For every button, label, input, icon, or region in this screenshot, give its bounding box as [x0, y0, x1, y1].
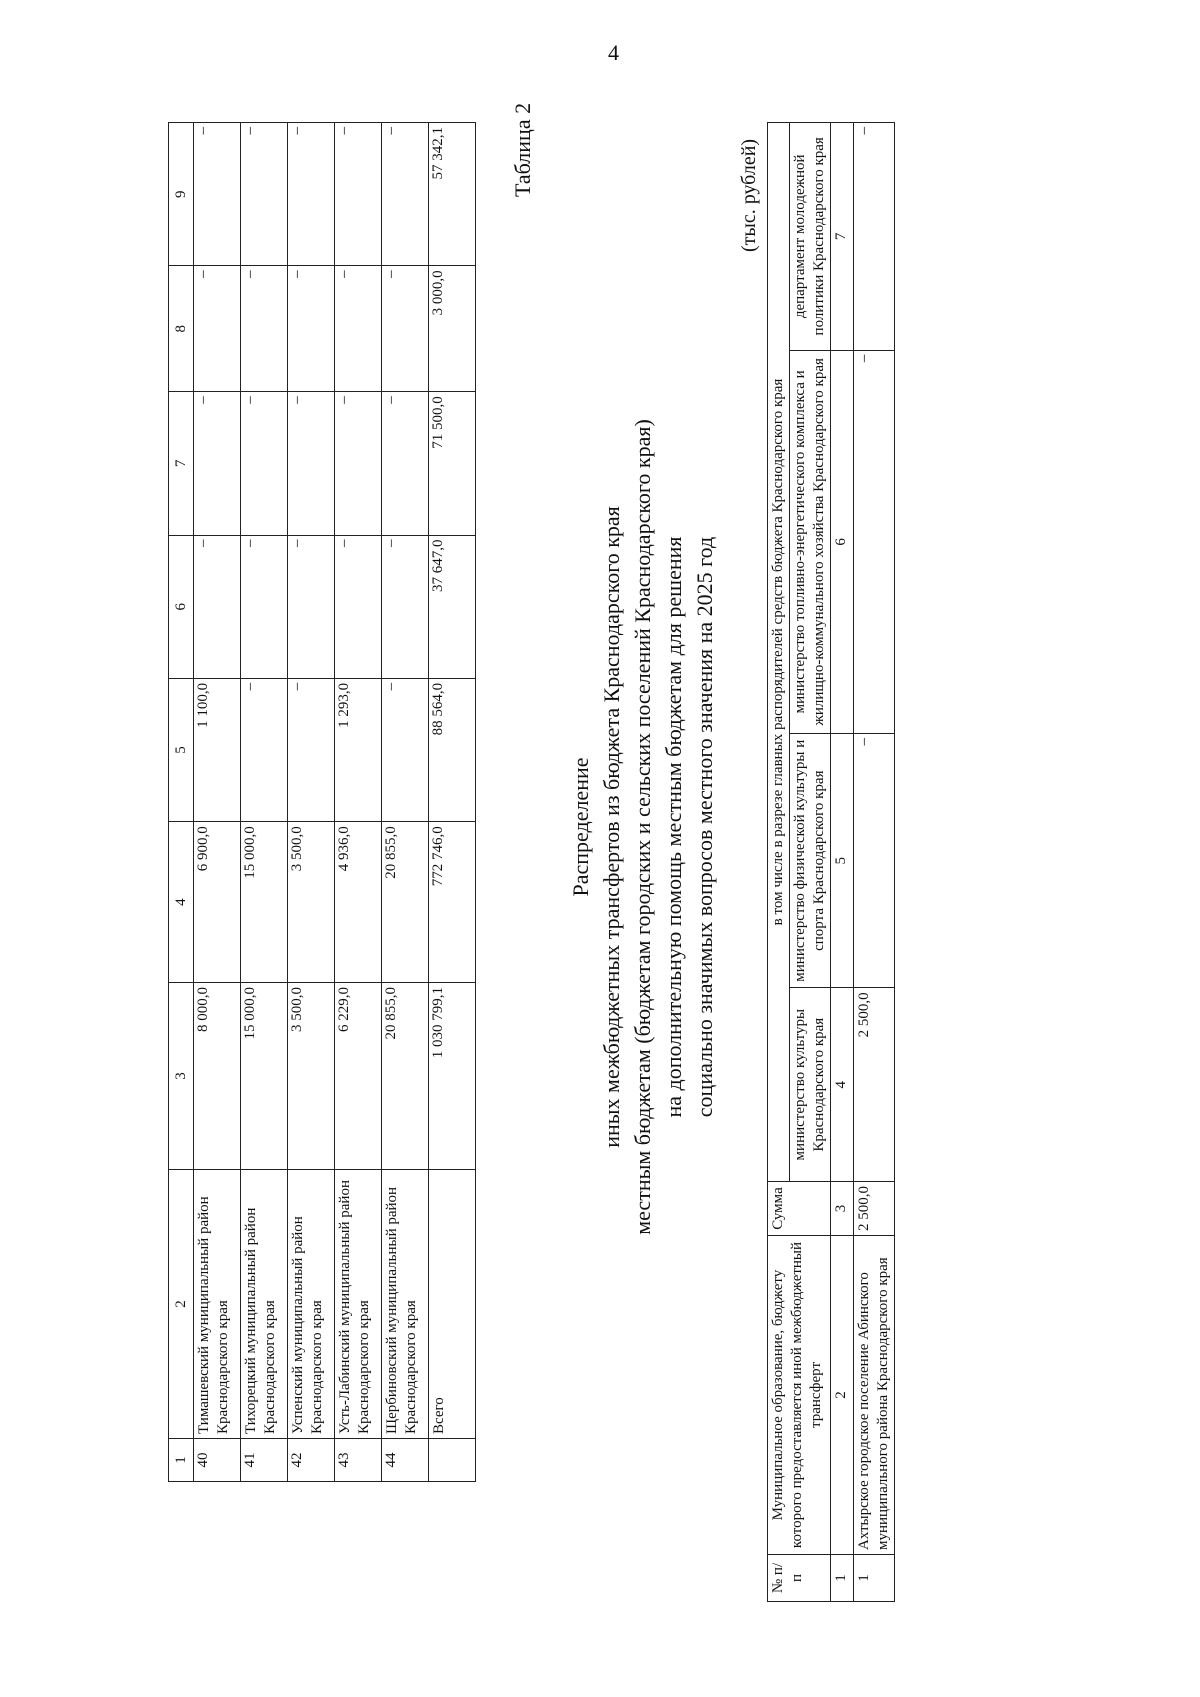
amount-cell: 15 000,0	[241, 822, 288, 983]
municipality-name: Тихорецкий муниципальный район Краснодарского края	[241, 1170, 288, 1439]
table-header-row	[169, 123, 194, 1482]
table-header-row	[768, 123, 790, 1602]
amount-cell: –	[288, 266, 335, 392]
total-amount: 3 000,0	[429, 266, 476, 392]
table-row	[335, 123, 382, 1482]
table-label: Таблица 2	[510, 102, 535, 197]
amount-cell: –	[241, 123, 288, 266]
col-number: 5	[169, 678, 194, 821]
col-number: 4	[831, 988, 854, 1182]
amount-cell: –	[382, 535, 429, 678]
col-number: 9	[169, 123, 194, 266]
row-index: 43	[335, 1439, 382, 1482]
col-number: 7	[831, 123, 854, 351]
amount-cell: –	[194, 392, 241, 535]
amount-cell: –	[241, 678, 288, 821]
amount-cell: –	[241, 535, 288, 678]
total-label: Всего	[429, 1170, 476, 1439]
row-index: 44	[382, 1439, 429, 1482]
amount-cell: 2 500,0	[854, 988, 895, 1182]
header-group: в том числе в разрезе главных распорядителей средств бюджета Краснодарского края	[768, 123, 790, 1182]
title-line: Распределение	[568, 757, 593, 897]
total-amount: 71 500,0	[429, 392, 476, 535]
amount-cell: 6 900,0	[194, 822, 241, 983]
total-amount: 772 746,0	[429, 822, 476, 983]
amount-cell: –	[241, 392, 288, 535]
document-title	[565, 327, 720, 1327]
col-number: 3	[169, 982, 194, 1169]
amount-cell: 2 500,0	[854, 1182, 895, 1236]
title-line: местным бюджетам (бюджетам городских и сельских поселений Краснодарского края)	[630, 419, 655, 1235]
header-youth-department: департамент молодежной политики Краснодарского края	[790, 123, 831, 351]
amount-cell: –	[241, 266, 288, 392]
units-label: (тыс. рублей)	[738, 138, 760, 252]
amount-cell: –	[194, 535, 241, 678]
amount-cell: –	[382, 266, 429, 392]
header-ministry-culture: министерство культуры Краснодарского края	[790, 988, 831, 1182]
col-number: 6	[831, 350, 854, 733]
header-ministry-sport: министерство физической культуры и спорта Краснодарского края	[790, 734, 831, 988]
municipality-name: Щербиновский муниципальный район Краснодарского края	[382, 1170, 429, 1439]
row-index: 1	[854, 1555, 895, 1602]
amount-cell: 20 855,0	[382, 982, 429, 1169]
amount-cell: –	[335, 266, 382, 392]
amount-cell: 3 500,0	[288, 982, 335, 1169]
col-number: 8	[169, 266, 194, 392]
municipality-name: Успенский муниципальный район Краснодарского края	[288, 1170, 335, 1439]
amount-cell: –	[335, 123, 382, 266]
amount-cell: –	[288, 535, 335, 678]
col-number: 2	[831, 1236, 854, 1555]
amount-cell: 4 936,0	[335, 822, 382, 983]
table-row	[194, 123, 241, 1482]
col-number: 1	[169, 1439, 194, 1482]
amount-cell: –	[194, 266, 241, 392]
amount-cell: –	[854, 123, 895, 351]
page-number: 4	[608, 40, 619, 65]
title-line: социально значимых вопросов местного значения на 2025 год	[692, 536, 717, 1118]
header-sum: Сумма	[768, 1182, 831, 1236]
row-index: 42	[288, 1439, 335, 1482]
col-number: 1	[831, 1555, 854, 1602]
table-row	[241, 123, 288, 1482]
amount-cell: 1 293,0	[335, 678, 382, 821]
total-amount: 1 030 799,1	[429, 982, 476, 1169]
distribution-table	[767, 122, 895, 1602]
total-amount: 88 564,0	[429, 678, 476, 821]
title-line: иных межбюджетных трансфертов из бюджета Краснодарского края	[599, 506, 624, 1148]
amount-cell: –	[854, 734, 895, 988]
municipality-name: Ахтырское городское поселение Абинского муниципального района Краснодарского края	[854, 1236, 895, 1555]
amount-cell: –	[194, 123, 241, 266]
col-number: 7	[169, 392, 194, 535]
col-number: 3	[831, 1182, 854, 1236]
table-row	[854, 123, 895, 1602]
continuation-table	[168, 122, 476, 1482]
header-number: № п/п	[768, 1555, 831, 1602]
col-number: 4	[169, 822, 194, 983]
amount-cell: –	[382, 678, 429, 821]
total-row	[429, 123, 476, 1482]
amount-cell: –	[335, 392, 382, 535]
amount-cell: 8 000,0	[194, 982, 241, 1169]
amount-cell: –	[288, 123, 335, 266]
header-ministry-energy: министерство топливно-энергетического комплекса и жилищно-коммунального хозяйства Краснодарского края	[790, 350, 831, 733]
total-amount: 57 342,1	[429, 123, 476, 266]
table-row	[288, 123, 335, 1482]
col-number: 5	[831, 734, 854, 988]
amount-cell: 20 855,0	[382, 822, 429, 983]
amount-cell: –	[382, 123, 429, 266]
municipality-name: Усть-Лабинский муниципальный район Краснодарского края	[335, 1170, 382, 1439]
column-numbers-row	[831, 123, 854, 1602]
col-number: 2	[169, 1170, 194, 1439]
municipality-name: Тимашевский муниципальный район Краснодарского края	[194, 1170, 241, 1439]
amount-cell: –	[335, 535, 382, 678]
amount-cell: 3 500,0	[288, 822, 335, 983]
amount-cell: –	[382, 392, 429, 535]
col-number: 6	[169, 535, 194, 678]
amount-cell: 1 100,0	[194, 678, 241, 821]
amount-cell: 15 000,0	[241, 982, 288, 1169]
amount-cell: –	[854, 350, 895, 733]
table-row	[382, 123, 429, 1482]
row-index: 40	[194, 1439, 241, 1482]
amount-cell: –	[288, 678, 335, 821]
amount-cell: –	[288, 392, 335, 535]
row-index: 41	[241, 1439, 288, 1482]
row-index	[429, 1439, 476, 1482]
title-line: на дополнительную помощь местным бюджетам для решения	[661, 536, 686, 1118]
total-amount: 37 647,0	[429, 535, 476, 678]
header-municipality: Муниципальное образование, бюджету которого предоставляется иной межбюджетный трансферт	[768, 1236, 831, 1555]
amount-cell: 6 229,0	[335, 982, 382, 1169]
